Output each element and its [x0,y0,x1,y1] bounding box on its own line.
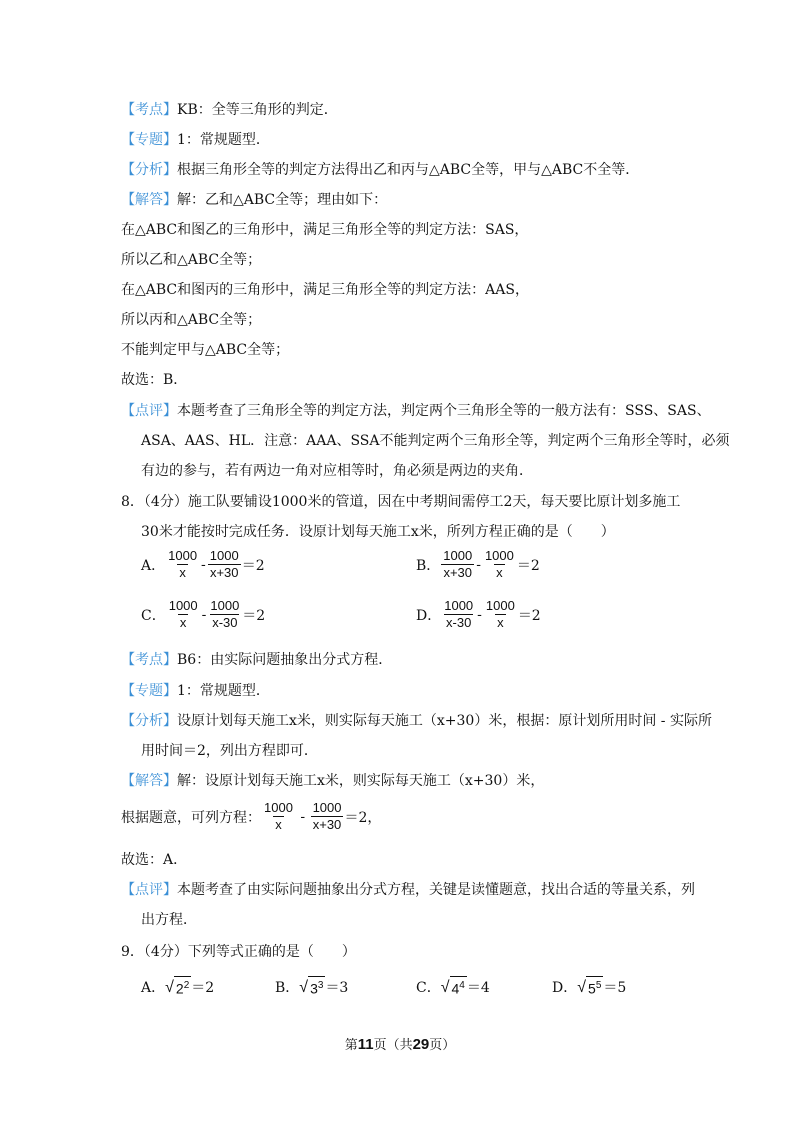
option-letter: C． [141,607,166,624]
tag-zhuanti: 【专题】 [121,683,177,699]
q7-dianping [121,401,711,421]
q8-option-b [416,548,540,581]
denominator: x [497,615,504,630]
denominator: x+30 [209,565,239,580]
denominator: x-30 [446,615,472,630]
radicand [308,976,325,998]
radicand [174,976,191,998]
fenxi-text: 根据三角形全等的判定方法得出乙和丙与△ABC全等，甲与△ABC不全等． [177,162,640,178]
fraction [208,598,241,631]
equation-rhs: ＝3 [325,979,349,996]
fraction [442,598,475,631]
q8-option-a [141,548,265,581]
equation-rhs: ＝5 [603,979,627,996]
option-letter: A． [141,557,166,574]
tag-zhuanti: 【专题】 [121,132,177,148]
square-root [299,976,325,998]
q8-option-c [141,598,265,631]
exponent: 4 [459,980,465,991]
tag-jieda: 【解答】 [121,192,177,208]
minus-sign: - [477,606,482,623]
numerator: 1000 [264,800,293,815]
q7-zhuanti [121,130,270,150]
numerator: 1000 [484,548,514,563]
numerator: 1000 [209,548,239,563]
dianping-text: 有边的参与，若有两边一角对应相等时，角必须是两边的夹角． [141,463,533,479]
exponent: 2 [183,980,190,991]
dianping-text: ASA、AAS、HL．注意：AAA、SSA不能判定两个三角形全等，判定两个三角形全等时，必须 [141,433,730,449]
numerator: 1000 [312,800,342,815]
q7-jieda [121,190,387,210]
q8-stem: 8．（4分）施工队要铺设1000米的管道，因在中考期间需停工2天，每天要比原计划多施工 [121,494,681,510]
numerator: 1000 [444,598,474,613]
minus-sign: - [476,556,481,573]
sqrt-icon: √ [577,978,587,996]
square-root [577,976,603,998]
denominator: x [179,565,186,580]
q8-option-d [416,598,541,631]
page-footer [0,1034,800,1053]
base: 2 [175,980,184,997]
denominator: x [179,615,187,630]
numerator: 1000 [485,598,515,613]
zhuanti-text: 1：常规题型． [177,683,270,699]
option-letter: B． [275,979,300,996]
dianping-text: 本题考查了由实际问题抽象出分式方程，关键是读懂题意，找出合适的等量关系，列 [177,882,695,898]
q8-zhuanti [121,681,270,701]
solution-line: 在△ABC和图丙的三角形中，满足三角形全等的判定方法：AAS， [121,282,529,298]
equation-rhs: ＝2 [241,557,265,574]
denominator: x [275,817,282,832]
q7-fenxi [121,160,639,180]
numerator: 1000 [168,598,198,613]
fraction [262,800,295,833]
equation-rhs: ＝2 [242,607,266,624]
numerator: 1000 [443,548,473,563]
zhuanti-text: 1：常规题型． [177,132,270,148]
denominator: x+30 [312,817,342,832]
radicand [450,976,467,998]
radicand [586,976,603,998]
q8-stem: 30米才能按时完成任务．设原计划每天施工x米，所列方程正确的是（ ） [141,524,615,540]
base: 4 [451,980,460,997]
sqrt-icon: √ [440,978,450,996]
numerator: 1000 [168,548,198,563]
tag-kaodian: 【考点】 [121,102,177,118]
fraction [208,548,241,581]
square-root [165,976,191,998]
kaodian-text: KB：全等三角形的判定． [177,102,338,118]
jieda-text: 解：设原计划每天施工x米，则实际每天施工（x+30）米， [177,773,545,789]
denominator: x-30 [212,615,238,630]
q7-kaodian [121,100,338,120]
tag-fenxi: 【分析】 [121,713,177,729]
exponent: 3 [317,980,324,991]
q8-kaodian [121,650,392,670]
page-number: 11 [357,1036,374,1053]
option-letter: D． [416,607,442,624]
q8-answer: 故选：A． [121,852,188,868]
base: 3 [310,980,318,997]
solution-line: 所以乙和△ABC全等； [121,252,262,268]
minus-sign: - [295,808,310,825]
fraction [311,800,344,833]
fraction [484,598,517,631]
tag-kaodian: 【考点】 [121,652,177,668]
q8-dianping [121,880,695,900]
total-pages: 29 [412,1036,430,1053]
solution-line: 不能判定甲与△ABC全等； [121,342,290,358]
solution-answer: 故选：B． [121,372,188,388]
equation-rhs: ＝2 [516,557,540,574]
dianping-text: 本题考查了三角形全等的判定方法，判定两个三角形全等的一般方法有：SSS、SAS、 [177,403,711,419]
equation-prefix: 根据题意，可列方程： [121,809,261,826]
q9-option-a [141,976,214,998]
q9-option-d [552,976,626,998]
q8-jieda [121,771,544,791]
equation-rhs: ＝2 [191,979,215,996]
sqrt-icon: √ [165,978,174,996]
dianping-text: 出方程． [141,912,197,928]
q9-stem: 9．（4分）下列等式正确的是（ ） [121,944,356,960]
tag-dianping: 【点评】 [121,403,177,419]
minus-sign: - [201,556,206,573]
footer-suffix: 页） [429,1038,456,1053]
tag-dianping: 【点评】 [121,882,177,898]
jieda-text: 解：乙和△ABC全等；理由如下： [177,192,388,208]
option-letter: A． [141,979,166,996]
option-letter: B． [416,557,441,574]
exponent: 5 [595,980,602,991]
option-letter: D． [552,979,578,996]
square-root [441,976,467,998]
equation-rhs: ＝4 [466,979,490,996]
minus-sign: - [201,606,207,623]
fraction [167,598,200,631]
fenxi-text: 用时间＝2，列出方程即可． [141,743,318,759]
q8-fenxi [121,711,712,731]
q9-option-b [275,976,348,998]
base: 5 [588,980,596,997]
denominator: x [496,565,503,580]
denominator: x+30 [443,565,473,580]
sqrt-icon: √ [299,978,309,996]
q9-option-c [416,976,490,998]
kaodian-text: B6：由实际问题抽象出分式方程． [177,652,393,668]
equation-rhs: ＝2， [344,809,382,826]
tag-jieda: 【解答】 [121,773,177,789]
tag-fenxi: 【分析】 [121,162,177,178]
fraction [441,548,474,581]
fraction [483,548,516,581]
fenxi-text: 设原计划每天施工x米，则实际每天施工（x+30）米，根据：原计划所用时间 - 实际所 [177,713,712,729]
solution-line: 所以丙和△ABC全等； [121,312,262,328]
fraction [166,548,199,581]
footer-prefix: 第 [344,1038,358,1053]
solution-line: 在△ABC和图乙的三角形中，满足三角形全等的判定方法：SAS， [121,222,529,238]
numerator: 1000 [210,598,240,613]
q8-equation [121,800,381,833]
footer-mid: 页（共 [373,1038,413,1053]
option-letter: C． [416,979,441,996]
equation-rhs: ＝2 [517,607,541,624]
